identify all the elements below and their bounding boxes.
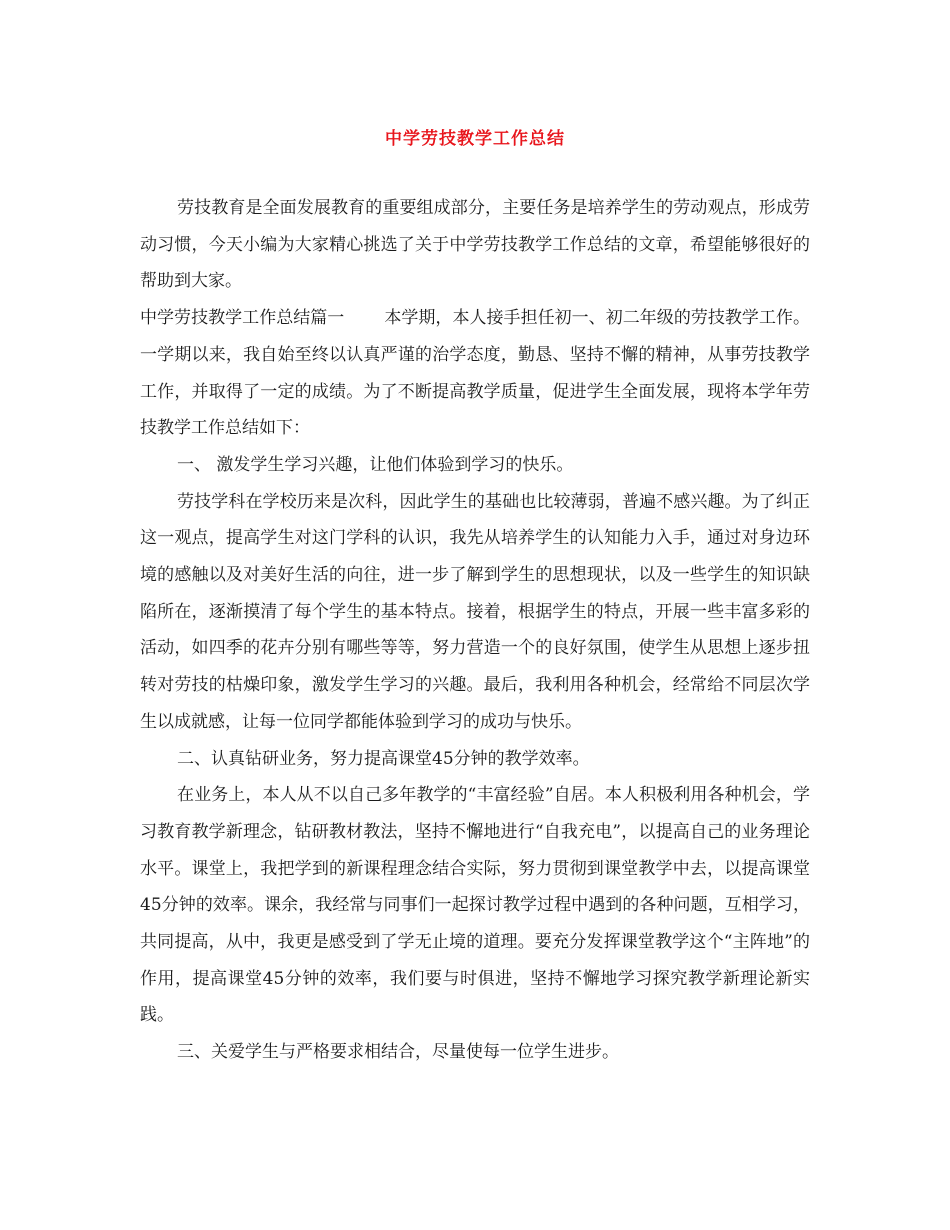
paragraph-lead: 中学劳技教学工作总结篇一 [140,308,345,329]
paragraph-section-one [140,300,810,447]
document-body [140,190,810,1071]
paragraph-text: 劳技学科在学校历来是次科，因此学生的基础也比较薄弱，普遍不感兴趣。为了纠正这一观点，提高学生对这门学科的认识，我先从培养学生的认知能力入手，通过对身边环境的感触以及对美好生活的向往，进一步了解到学生的思想现状，以及一些学生的知识缺陷所在，逐渐摸清了每个学生的基本特点。接着，根据学生的特点，开展一些丰富多彩的活动，如四季的花卉分别有哪些等等，努力营造一个的良好氛围，使学生从思想上逐步扭转对劳技的枯燥印象，激发学生学习的兴趣。最后，我利用各种机会，经常给不同层次学生以成就感，让每一位同学都能体验到学习的成功与快乐。 [140,491,810,732]
paragraph-point-two-body [140,777,810,1034]
paragraph-text: 劳技教育是全面发展教育的重要组成部分，主要任务是培养学生的劳动观点，形成劳动习惯，今天小编为大家精心挑选了关于中学劳技教学工作总结的文章，希望能够很好的帮助到大家。 [140,198,810,292]
paragraph-text: 在业务上，本人从不以自己多年教学的“丰富经验”自居。本人积极利用各种机会，学习教育教学新理念，钻研教材教法，坚持不懈地进行“自我充电”，以提高自己的业务理论水平。课堂上，我把学到的新课程理念结合实际，努力贯彻到课堂教学中去，以提高课堂45分钟的效率。课余，我经常与同事们一起探讨教学过程中遇到的各种问题，互相学习，共同提高，从中，我更是感受到了学无止境的道理。要充分发挥课堂教学这个“主阵地”的作用，提高课堂45分钟的效率，我们要与时俱进，坚持不懈地学习探究教学新理论新实践。 [140,785,810,1026]
heading-point-two [140,741,810,778]
paragraph-point-one-body [140,484,810,741]
paragraph-text: 本学期，本人接手担任初一、初二年级的劳技教学工作。一学期以来，我自始至终以认真严谨的治学态度，勤恳、坚持不懈的精神，从事劳技教学工作，并取得了一定的成绩。为了不断提高教学质量，促进学生全面发展，现将本学年劳技教学工作总结如下： [140,308,811,439]
heading-point-three [140,1034,810,1071]
paragraph-intro [140,190,810,300]
paragraph-text: 三、关爱学生与严格要求相结合，尽量使每一位学生进步。 [177,1042,619,1063]
paragraph-text: 二、认真钻研业务，努力提高课堂45分钟的教学效率。 [177,748,590,769]
document-title: 中学劳技教学工作总结 [385,129,565,149]
heading-point-one [140,447,810,484]
paragraph-text: 一、 激发学生学习兴趣，让他们体验到学习的快乐。 [177,454,574,475]
